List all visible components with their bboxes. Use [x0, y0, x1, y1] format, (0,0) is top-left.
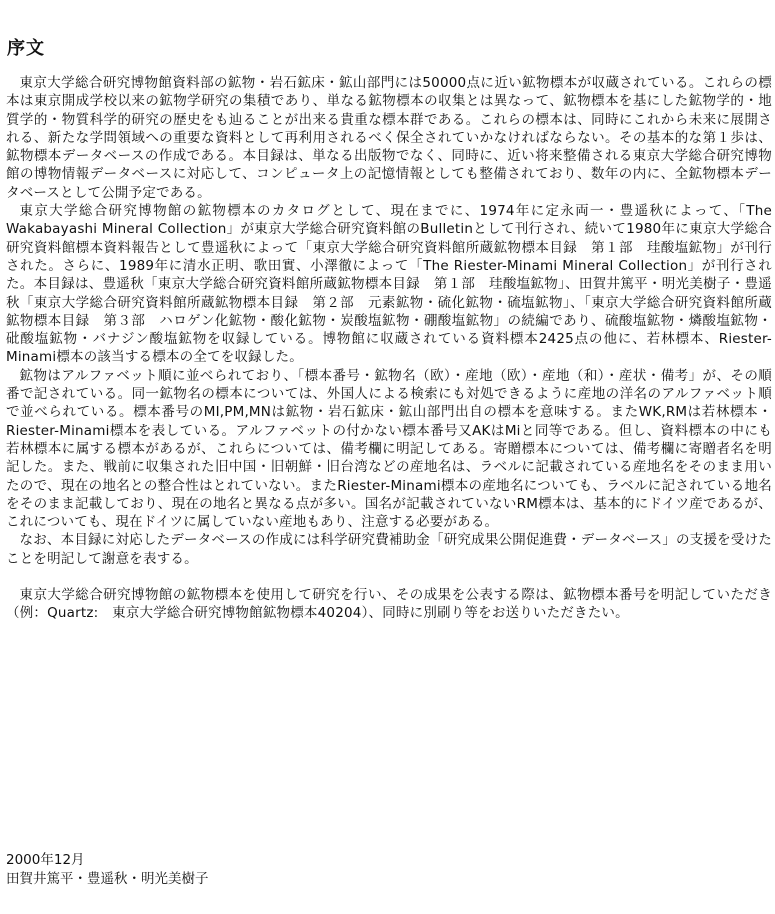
signature-block — [6, 851, 209, 888]
document-authors: 田賀井篤平・豊遥秋・明光美樹子 — [6, 870, 209, 887]
document-date: 2000年12月 — [6, 852, 85, 868]
paragraph-collection-overview: 東京大学総合研究博物館資料部の鉱物・岩石鉱床・鉱山部門には50000点に近い鉱物標本が収蔵されている。これらの標本は東京開成学校以来の鉱物学研究の集積であり、単なる鉱物標本の収集とは異なって、鉱物標本を基にした鉱物学的・地質学的・物質科学的研究の歴史をも辿ることが出来る貴重な標本群である。これらの標本は、同時にこれから未来に展開される、新たな学問領域への重要な資料として再利用されるべく保全されていかなければならない。その基本的な第１歩は、鉱物標本データベースの作成である。本目録は、単なる出版物でなく、同時に、近い将来整備される東京大学総合研究博物館の博物情報データベースに対応して、コンピュータ上の記憶情報としても整備されており、数年の内に、全鉱物標本データベースとして公開予定である。 — [6, 75, 772, 201]
paragraph-acknowledgement: なお、本目録に対応したデータベースの作成には科学研究費補助金「研究成果公開促進費・データベース」の支援を受けたことを明記して謝意を表する。 — [6, 532, 772, 567]
paragraph-citation-request: 東京大学総合研究博物館の鉱物標本を使用して研究を行い、その成果を公表する際は、鉱物標本番号を明記していただき（例：Quartz: 東京大学総合研究博物館鉱物標本40204）、同時に別刷り等をお送りいただきたい。 — [6, 587, 772, 622]
preface-body — [6, 74, 772, 623]
paragraph-arrangement-notes: 鉱物はアルファベット順に並べられており、「標本番号・鉱物名（欧）・産地（欧）・産地（和）・産状・備考」が、その順番で記されている。同一鉱物名の標本については、外国人による検索にも対処できるように産地の洋名のアルファベット順で並べられている。標本番号のMI,PM,MNは鉱物・岩石鉱床・鉱山部門出自の標本を意味する。またWK,RMは若林標本・Riester-Minami標本を表している。アルファベットの付かない標本番号又AKはMiと同等である。但し、資料標本の中にも若林標本に属する標本があるが、これらについては、備考欄に明記してある。寄贈標本については、備考欄に寄贈者名を明記した。また、戦前に収集された旧中国・旧朝鮮・旧台湾などの産地名は、ラベルに記載されている産地名をそのまま用いたので、現在の地名との整合性はとれていない。またRiester-Minami標本の産地名についても、ラベルに記されている地名をそのまま記載しており、現在の地名と異なる点が多い。国名が記載されていないRM標本は、基本的にドイツ産であるが、これについても、現在ドイツに属していない産地もあり、注意する必要がある。 — [6, 367, 772, 531]
paragraph-catalog-history: 東京大学総合研究博物館の鉱物標本のカタログとして、現在までに、1974年に定永両一・豊遥秋によって、「The Wakabayashi Mineral Collection」が東京大学総合研究資料館のBulletinとして刊行され、続いて1980年に東京大学総合研究資料館標本資料報告として豊遥秋によって「東京大学総合研究資料館所蔵鉱物標本目録 第１部 珪酸塩鉱物」が刊行された。さらに、1989年に清水正明、歌田實、小澤徹によって「The Riester-Minami Mineral Collection」が刊行された。本目録は、豊遥秋「東京大学総合研究資料館所蔵鉱物標本目録 第１部 珪酸塩鉱物」、田賀井篤平・明光美樹子・豊遥秋「東京大学総合研究資料館所蔵鉱物標本目録 第２部 元素鉱物・硫化鉱物・硫塩鉱物」、「東京大学総合研究資料館所蔵鉱物標本目録 第３部 ハロゲン化鉱物・酸化鉱物・炭酸塩鉱物・硼酸塩鉱物」の続編であり、硫酸塩鉱物・燐酸塩鉱物・砒酸塩鉱物・バナジン酸塩鉱物を収録している。博物館に収蔵されている資料標本2425点の他に、若林標本、Riester-Minami標本の該当する標本の全てを収録した。 — [6, 203, 772, 366]
document-heading: 序文 — [7, 38, 45, 59]
